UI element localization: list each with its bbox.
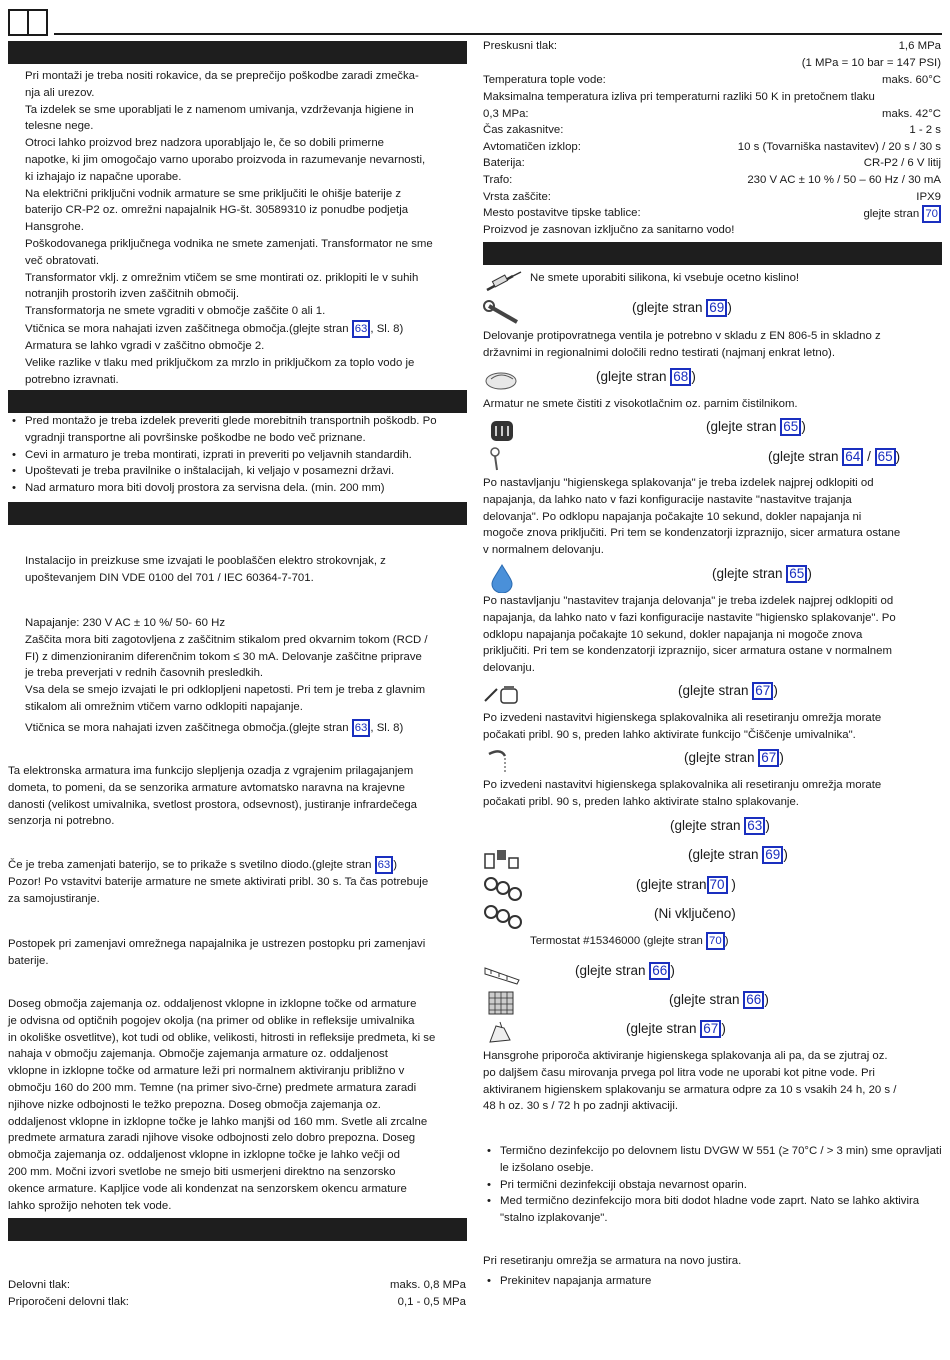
page-link[interactable]: 65 xyxy=(875,448,896,466)
text-line: baterijo CR-P2 oz. omrežni napajalnik HG-št. 30589310 iz ponudbe podjetja xyxy=(25,204,409,217)
text-line: dometa, to pomeni, da se senzorika armature avtomatsko naravna na krajevne xyxy=(8,781,405,794)
see-page-dimensions: (glejte stran 65 ) xyxy=(706,419,806,434)
thermostat-note: Termostat #15346000 (glejte stran 70 ) xyxy=(530,932,729,950)
list-item: • Nad armaturo mora biti dovolj prostora za servisna dela. (min. 200 mm) xyxy=(8,480,463,497)
adjust-notes xyxy=(8,763,470,830)
reset-bullets xyxy=(483,1273,943,1290)
text-line: Hansgrohe. xyxy=(25,221,84,234)
section-bar-technical xyxy=(8,1218,467,1241)
psu-notes xyxy=(8,936,470,970)
text-line: Po nastavljanju "higienskega splakovanja" je treba izdelek najprej odklopiti od xyxy=(483,477,874,489)
steam-note: Armatur ne smete čistiti z visokotlačnim oz. parnim čistilnikom. xyxy=(483,398,798,410)
list-item: • Pred montažo je treba izdelek preveriti glede morebitnih transportnih poškodb. Po vgradnji transportne ali površinske poškodbe ne bodo več priznane. xyxy=(8,413,463,447)
text-line: Pozor! Po vstavitvi baterije armature ne smete aktivirati pribl. 30 s. Ta čas potrebuje xyxy=(8,876,429,888)
page-link[interactable]: 70 xyxy=(707,876,728,894)
backflow-notes xyxy=(483,328,943,362)
text-line: Velike razlike v tlaku med priključkom za mrzlo in priključkom za toplo vodo je xyxy=(25,356,415,369)
spec-row xyxy=(483,122,941,139)
text-line: odklopu napajanja počakajte 10 sekund, dokler napajanja ni mogoče znova xyxy=(483,628,863,641)
text-line: napajanja, da lahko nato v fazi konfiguracije nastavite "nastavitve trajanja xyxy=(483,493,852,506)
text-line: Armatura se lahko vgradi v zaščitno območje 2. xyxy=(25,339,265,352)
duration-notes xyxy=(483,593,943,677)
ruler-icon xyxy=(483,962,523,988)
list-item: • Pri termični dezinfekciji obstaja nevarnost oparin. xyxy=(483,1177,943,1194)
battery-notes xyxy=(8,856,470,908)
text-line: njihove nizke odbojnosti le težko prepozna. Doseg območja zajemanja oz. xyxy=(8,1098,381,1111)
text-line: mogoče znova priključiti. Pri tem se kondenzatorji izpraznijo, sicer armatura ostane xyxy=(483,527,901,540)
spec-value: IPX9 xyxy=(916,191,941,203)
page-link[interactable]: 67 xyxy=(700,1020,721,1038)
list-item: • Cevi in armaturo je treba montirati, izprati in preveriti po veljavnih standardih. xyxy=(8,447,463,464)
text-line: Transformator vklj. z omrežnim vtičem se sme montirati oz. priklopiti le v suhih xyxy=(25,271,419,284)
text-line: Transformatorja ne smete vgraditi v območje zaščite 0 ali 1. xyxy=(25,305,326,318)
spec-row xyxy=(483,106,941,123)
text-line: FI) z dimenzioniranim diferenčnim tokom ≤ 30 mA. Delovanje zaščitne priprave xyxy=(25,650,422,663)
text-line: Napajanje: 230 V AC ± 10 %/ 50- 60 Hz xyxy=(25,617,226,629)
text-line: delovanju. xyxy=(483,662,535,675)
assembly-bullets xyxy=(8,413,463,497)
text-line: Po nastavljanju "nastavitev trajanja delovanja" je treba izdelek najprej odklopiti od xyxy=(483,595,894,607)
text-line: in okoliške osvetlitve), kot tudi od oblike, velikosti, hitrosti in refleksije predmeta, ki se xyxy=(8,1031,436,1044)
page-link[interactable]: 63 xyxy=(352,320,371,338)
spec-row xyxy=(483,155,941,172)
spec-label: Delovni tlak: xyxy=(8,1279,71,1291)
text-line: počakati pribl. 90 s, preden lahko aktivirate funkcijo "Čiščenje umivalnika". xyxy=(483,728,856,741)
text-line: Vsa dela se smejo izvajati le pri odklopljeni napetosti. Pri tem je treba z glavnim xyxy=(25,684,426,697)
wrench-icon xyxy=(483,300,523,326)
spec-label: Preskusni tlak: xyxy=(483,40,558,52)
spec-label: Trafo: xyxy=(483,174,513,186)
text-line: lahko sprožijo nehoten tek vode. xyxy=(8,1199,172,1212)
text-line: nja ali urezov. xyxy=(25,86,95,99)
text-line: Ta elektronska armatura ima funkcijo slepljenja ozadja z vgrajenim prilagajanjem xyxy=(8,765,414,777)
spec-value: maks. 42°C xyxy=(882,108,941,120)
section-bar-right xyxy=(483,242,942,265)
text-line: upoštevanjem DIN VDE 0100 del 701 / IEC 60364-7-701. xyxy=(25,571,314,584)
text-line: za samojustiranje. xyxy=(8,892,100,905)
page-link[interactable]: 69 xyxy=(706,299,727,317)
page-link[interactable]: 66 xyxy=(743,991,764,1009)
spec-row xyxy=(483,38,941,55)
list-item: • Med termično dezinfekcijo mora biti dodot hladne vode zaprt. Nato se lahko aktivira "stalno izplakovanje". xyxy=(483,1193,943,1227)
spec-label: Avtomatičen izklop: xyxy=(483,141,581,153)
text-line: Če je treba zamenjati baterijo, se to prikaže s svetilno diodo.(glejte stran 63 ) xyxy=(8,856,470,874)
basin-cleaning-icon xyxy=(483,681,523,707)
spec-value: maks. 0,8 MPa xyxy=(390,1279,466,1291)
spec-value: 1,6 MPa xyxy=(898,40,941,52)
text-line: ki izhajajo iz napačne uporabe. xyxy=(25,170,182,183)
section-bar-safety xyxy=(8,41,467,64)
spec-label: Mesto postavitve tipske tablice: xyxy=(483,207,641,219)
text-line: napajanja, da lahko nato v fazi konfiguracije nastavite "higiensko splakovanje". Po xyxy=(483,611,896,624)
text-line: baterije. xyxy=(8,954,49,967)
see-page-operation: (glejte stran 63 ) xyxy=(670,818,770,833)
text-line: telesne nege. xyxy=(25,120,94,133)
page-link[interactable]: 65 xyxy=(786,565,807,583)
spec-value: maks. 60°C xyxy=(882,74,941,86)
spec-row xyxy=(8,1277,466,1294)
hygiene-notes xyxy=(483,475,943,559)
test-seal-icon xyxy=(483,876,523,902)
page-link[interactable]: 64 xyxy=(842,448,863,466)
spec-label: Temperatura tople vode: xyxy=(483,74,606,86)
grid-pattern-icon xyxy=(487,990,515,1016)
silicone-note: Ne smete uporabiti silikona, ki vsebuje ocetno kislino! xyxy=(530,272,800,284)
page-link[interactable]: 63 xyxy=(744,817,765,835)
list-item: • Prekinitev napajanja armature xyxy=(483,1273,943,1290)
disinfection-bullets xyxy=(483,1143,943,1227)
safety-notes xyxy=(25,68,470,388)
text-line: Otroci lahko proizvod brez nadzora uporabljajo le, če so dobili primerne xyxy=(25,137,384,150)
spec-value: CR-P2 / 6 V litij xyxy=(863,157,941,169)
see-page-spare: (glejte stran 69 ) xyxy=(688,847,788,862)
text-line: Doseg območja zajemanja oz. oddaljenost vklopne in izklopne točke od armature xyxy=(8,998,417,1010)
flow-icon xyxy=(485,446,509,472)
list-item: • Termično dezinfekcijo po delovnem listu DVGW W 551 (≥ 70°C / > 3 min) sme opravljati le izšolano osebje. xyxy=(483,1143,943,1177)
text-line: aktiviranem higienskem splakovanju se armatura odpre za 10 s vsakih 24 h, 20 s / xyxy=(483,1083,897,1096)
text-line: Po izvedeni nastavitvi higienskega splakovalnika ali resetiranju omrežja morate xyxy=(483,712,882,724)
text-line: napotke, ki jim omogočajo varno uporabo proizvoda in razumevanje nevarnosti, xyxy=(25,153,426,166)
water-drop-icon xyxy=(488,563,516,593)
text-line: danosti (velikost umivalnika, svetlost prostora, odsevnost), justiranje infrardečega xyxy=(8,798,417,811)
text-line: Pri montaži je treba nositi rokavice, da se preprečijo poškodbe zaradi zmečka- xyxy=(25,70,419,82)
see-page-clean-func: (glejte stran 67 ) xyxy=(684,750,784,765)
text-line: 48 h oz. 30 s / 72 h po zadnji aktivaciji. xyxy=(483,1100,679,1113)
text-line: notranjih prostorih izven zaščitnih območij. xyxy=(25,288,239,301)
text-line: državnimi in regionalnimi določili redno testirati (najmanj enkrat letno). xyxy=(483,346,836,359)
spec-value: 230 V AC ± 10 % / 50 – 60 Hz / 30 mA xyxy=(747,174,941,186)
text-line: Proizvod je zasnovan izključno za sanitarno vodo! xyxy=(483,224,735,236)
see-page-clean: (glejte stran 68 ) xyxy=(596,369,696,384)
page-link[interactable]: 70 xyxy=(706,932,725,950)
see-page-test: (glejte stran 70 ) xyxy=(636,877,736,892)
text-line: je odvisna od optičnih pogojev okolja (na primer od oblike in refleksije umivalnika xyxy=(8,1014,415,1027)
see-page-pictograms: (glejte stran 66 ) xyxy=(575,963,675,978)
faucet-icon xyxy=(485,748,513,774)
spec-value: (1 MPa = 10 bar = 147 PSI) xyxy=(801,57,941,69)
page-link[interactable]: 65 xyxy=(780,418,801,436)
text-line: Vtičnica se mora nahajati izven zaščitnega območja.(glejte stran 63 , Sl. 8) xyxy=(25,320,470,338)
page-link[interactable]: 68 xyxy=(670,368,691,386)
spec-row xyxy=(483,139,941,156)
see-page-pictograms2: (glejte stran 66 ) xyxy=(669,992,769,1007)
text-line: priključiti. Pri tem se kondenzatorji izpraznijo, sicer armatura ostane v normalnem xyxy=(483,645,892,658)
dimensions-icon xyxy=(488,418,518,444)
page-link[interactable]: 63 xyxy=(375,856,394,874)
electro-notes xyxy=(25,553,470,587)
spec-row xyxy=(483,55,941,72)
not-included-note: (Ni vključeno) xyxy=(654,906,736,921)
spec-label: Čas zakasnitve: xyxy=(483,124,564,136)
text-line: vklopne in izklopne točke od armature leži pri normalnem aktiviranju približno v xyxy=(8,1065,405,1078)
text-line: Po izvedeni nastavitvi higienskega splakovalnika ali resetiranju omrežja morate xyxy=(483,779,882,791)
text-line: stikalom ali omrežnim vtičem varno odklopiti napajanje. xyxy=(25,700,303,713)
page-link[interactable]: 63 xyxy=(352,719,371,737)
spec-label: 0,3 MPa: xyxy=(483,108,529,120)
seals-icon xyxy=(483,904,523,930)
see-page-flow: (glejte stran 64 / 65 ) xyxy=(768,449,901,464)
spec-label: Baterija: xyxy=(483,157,525,169)
spec-row xyxy=(483,205,941,223)
text-line: je treba preverjati v rednih časovnih presledkih. xyxy=(25,667,264,680)
text-line: senzorja ni potrebno. xyxy=(8,815,115,828)
text-line: oddaljenost vklopne in izklopne točke je lahko manjši od 160 mm. Svetle ali zrcalne xyxy=(8,1115,428,1128)
spec-value: 10 s (Tovarniška nastavitev) / 20 s / 30 s xyxy=(737,141,941,153)
text-line: Na električni priključni vodnik armature se sme priključiti le ohišje baterije z xyxy=(25,187,402,200)
page-link[interactable]: 67 xyxy=(752,682,773,700)
text-line: po daljšem času mirovanja prvega pol litra vode ne uporabi kot pitne vode. Pri xyxy=(483,1066,875,1079)
text-line: nahaja v območju zajemanja. Območje zajemanja armature oz. oddaljenost xyxy=(8,1048,388,1061)
text-line: Ta izdelek se sme uporabljati le z namenom umivanja, vzdrževanja higiene in xyxy=(25,103,414,116)
page-link[interactable]: 70 xyxy=(922,205,941,223)
see-page-hygiene-flush2: (glejte stran 67 ) xyxy=(626,1021,726,1036)
see-page-install: (glejte stran 69 ) xyxy=(632,300,732,315)
recommend-notes xyxy=(483,1048,943,1115)
spec-label: Vrsta zaščite: xyxy=(483,191,551,203)
page-link[interactable]: 69 xyxy=(762,846,783,864)
see-page-hygiene-flush: (glejte stran 65 ) xyxy=(712,566,812,581)
spec-value: 0,1 - 0,5 MPa xyxy=(397,1296,466,1308)
text-line: Delovanje protipovratnega ventila je potrebno v skladu z EN 806-5 in skladno z xyxy=(483,330,881,342)
spec-row xyxy=(483,172,941,189)
text-line: več obratovati. xyxy=(25,254,100,267)
text-line: Zaščita mora biti zagotovljena z zaščitnim stikalom pred okvarnim tokom (RCD / xyxy=(25,633,428,646)
text-line: potrebno izravnati. xyxy=(25,373,119,386)
text-line: Postopek pri zamenjavi omrežnega napajalnika je ustrezen postopku pri zamenjavi xyxy=(8,938,426,950)
text-line: delovanja". Po odklopu napajanja počakajte 10 sekund, dokler napajanja ni xyxy=(483,510,862,523)
reset-note: Pri resetiranju omrežja se armatura na novo justira. xyxy=(483,1255,742,1267)
section-bar-assembly xyxy=(8,390,467,413)
hand-wash-icon xyxy=(486,1020,516,1046)
spec-label: Priporočeni delovni tlak: xyxy=(8,1296,129,1308)
text-line: Instalacijo in preizkuse sme izvajati le pooblaščen elektro strokovnjak, z xyxy=(25,555,386,567)
spec-value: glejte stran 70 xyxy=(863,205,941,223)
text-line: območju 160 do 200 mm. Temne (na primer sivo-črne) predmete armatura zaradi xyxy=(8,1081,417,1094)
text-line: 200 mm. Močni izvori svetlobe ne smejo biti usmerjeni direktno na senzorsko xyxy=(8,1165,396,1178)
spec-row xyxy=(8,1294,466,1311)
silicone-gun-icon xyxy=(483,268,523,294)
range-notes xyxy=(8,996,470,1214)
text-line: v normalnem delovanju. xyxy=(483,544,604,557)
text-line: predmete armatura zaradi njihove visoke odbojnosti zelo dobro prepozna. Doseg xyxy=(8,1132,416,1145)
spec-row xyxy=(483,189,941,206)
text-line: Maksimalna temperatura izliva pri temperaturni razliki 50 K in pretočnem tlaku xyxy=(483,91,875,103)
cleaning-hand-icon xyxy=(483,367,523,393)
text-line: Hansgrohe priporoča aktiviranje higienskega splakovanja ali pa, da se zjutraj oz. xyxy=(483,1050,888,1062)
text-line: Vtičnica se mora nahajati izven zaščitnega območja.(glejte stran 63 , Sl. 8) xyxy=(25,719,470,737)
page-link[interactable]: 66 xyxy=(649,962,670,980)
page-link[interactable]: 67 xyxy=(758,749,779,767)
spec-row xyxy=(483,72,941,89)
text-line: okence armature. Kapljice vode ali kondenzat na senzorskem okencu armature xyxy=(8,1182,407,1195)
text-line: območja zajemanja oz. oddaljenost vklopne in izklopne točke je lahko večji od xyxy=(8,1149,400,1162)
spare-parts-icon xyxy=(483,846,521,872)
see-page-duration: (glejte stran 67 ) xyxy=(678,683,778,698)
section-bar-electrical xyxy=(8,502,467,525)
cleaning-func-notes xyxy=(483,710,943,744)
book-icon xyxy=(8,9,48,37)
text-line: počakati pribl. 90 s, preden lahko aktivirate stalno splakovanje. xyxy=(483,795,799,808)
text-line: Poškodovanega priključnega vodnika ne smete zamenjati. Transformator ne sme xyxy=(25,237,433,250)
spec-value: 1 - 2 s xyxy=(909,124,941,136)
list-item: • Upoštevati je treba pravilnike o inštalacijah, ki veljajo v posamezni državi. xyxy=(8,463,463,480)
power-notes xyxy=(25,615,470,737)
header-rule xyxy=(54,33,942,35)
continuous-notes xyxy=(483,777,943,811)
